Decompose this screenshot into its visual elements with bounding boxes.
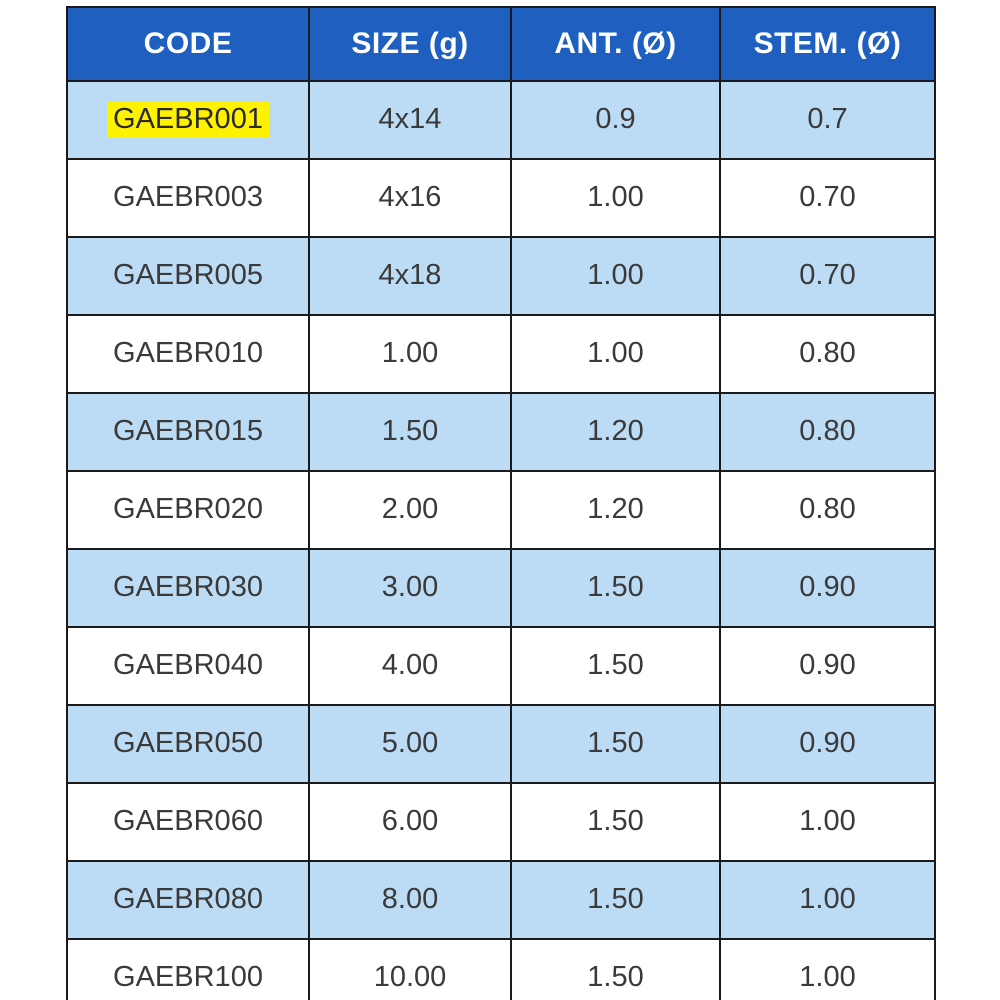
table-row — [67, 939, 935, 1000]
cell-stem — [720, 471, 935, 549]
size-value: 4x14 — [378, 103, 442, 136]
cell-stem — [720, 705, 935, 783]
cell-size — [309, 939, 511, 1000]
cell-code — [67, 705, 309, 783]
cell-size — [309, 705, 511, 783]
cell-ant — [511, 861, 720, 939]
table-row — [67, 159, 935, 237]
ant-value: 1.20 — [587, 493, 644, 526]
cell-size — [309, 783, 511, 861]
cell-code — [67, 783, 309, 861]
cell-ant — [511, 315, 720, 393]
code-value: GAEBR030 — [113, 571, 263, 604]
code-value-highlighted: GAEBR001 — [107, 102, 269, 138]
cell-code — [67, 939, 309, 1000]
cell-stem — [720, 237, 935, 315]
table-row — [67, 783, 935, 861]
code-value: GAEBR003 — [113, 181, 263, 214]
cell-ant — [511, 783, 720, 861]
cell-ant — [511, 939, 720, 1000]
stem-value: 1.00 — [799, 961, 856, 994]
stem-value: 0.70 — [799, 181, 856, 214]
table-row — [67, 471, 935, 549]
table-row — [67, 315, 935, 393]
size-value: 4x18 — [378, 259, 442, 292]
ant-value: 1.50 — [587, 649, 644, 682]
cell-ant — [511, 627, 720, 705]
cell-size — [309, 159, 511, 237]
code-value: GAEBR050 — [113, 727, 263, 760]
code-value: GAEBR015 — [113, 415, 263, 448]
code-value: GAEBR060 — [113, 805, 263, 838]
ant-value: 1.20 — [587, 415, 644, 448]
stem-value: 1.00 — [799, 883, 856, 916]
table-row — [67, 705, 935, 783]
cell-code — [67, 159, 309, 237]
column-header-ant: ANT. (Ø) — [511, 7, 720, 81]
size-value: 2.00 — [381, 493, 439, 526]
table-row — [67, 861, 935, 939]
table-row — [67, 549, 935, 627]
size-value: 1.50 — [381, 415, 439, 448]
cell-stem — [720, 861, 935, 939]
table-body — [67, 81, 935, 1000]
size-value: 10.00 — [373, 961, 447, 994]
code-value: GAEBR010 — [113, 337, 263, 370]
stem-value: 0.80 — [799, 337, 856, 370]
cell-stem — [720, 783, 935, 861]
stem-value: 0.90 — [799, 571, 856, 604]
ant-value: 1.50 — [587, 883, 644, 916]
ant-value: 1.00 — [587, 181, 644, 214]
cell-size — [309, 861, 511, 939]
size-value: 1.00 — [381, 337, 439, 370]
cell-ant — [511, 159, 720, 237]
cell-size — [309, 549, 511, 627]
cell-code — [67, 81, 309, 159]
cell-stem — [720, 627, 935, 705]
cell-stem — [720, 81, 935, 159]
ant-value: 1.50 — [587, 571, 644, 604]
cell-ant — [511, 393, 720, 471]
cell-size — [309, 315, 511, 393]
cell-size — [309, 237, 511, 315]
cell-stem — [720, 939, 935, 1000]
code-value: GAEBR020 — [113, 493, 263, 526]
cell-stem — [720, 315, 935, 393]
table-row — [67, 393, 935, 471]
cell-ant — [511, 549, 720, 627]
cell-ant — [511, 237, 720, 315]
cell-size — [309, 81, 511, 159]
cell-size — [309, 393, 511, 471]
column-header-stem: STEM. (Ø) — [720, 7, 935, 81]
stem-value: 0.70 — [799, 259, 856, 292]
stem-value: 1.00 — [799, 805, 856, 838]
code-value: GAEBR040 — [113, 649, 263, 682]
ant-value: 0.9 — [595, 103, 636, 136]
table-row — [67, 627, 935, 705]
size-value: 4.00 — [381, 649, 439, 682]
cell-ant — [511, 705, 720, 783]
cell-stem — [720, 159, 935, 237]
ant-value: 1.50 — [587, 727, 644, 760]
size-value: 8.00 — [381, 883, 439, 916]
cell-stem — [720, 393, 935, 471]
stem-value: 0.7 — [807, 103, 848, 136]
ant-value: 1.00 — [587, 259, 644, 292]
cell-code — [67, 861, 309, 939]
table-header — [67, 7, 935, 81]
cell-code — [67, 315, 309, 393]
cell-ant — [511, 471, 720, 549]
cell-ant — [511, 81, 720, 159]
column-header-code: CODE — [67, 7, 309, 81]
cell-code — [67, 237, 309, 315]
stem-value: 0.90 — [799, 727, 856, 760]
code-value: GAEBR100 — [113, 961, 263, 994]
cell-code — [67, 549, 309, 627]
size-value: 6.00 — [381, 805, 439, 838]
cell-size — [309, 471, 511, 549]
code-value: GAEBR080 — [113, 883, 263, 916]
cell-size — [309, 627, 511, 705]
ant-value: 1.00 — [587, 337, 644, 370]
ant-value: 1.50 — [587, 961, 644, 994]
cell-code — [67, 393, 309, 471]
cell-stem — [720, 549, 935, 627]
cell-code — [67, 471, 309, 549]
table-header-row — [67, 7, 935, 81]
stem-value: 0.80 — [799, 493, 856, 526]
size-value: 5.00 — [381, 727, 439, 760]
spec-table-container — [66, 6, 934, 1000]
code-value: GAEBR005 — [113, 259, 263, 292]
spec-table — [66, 6, 936, 1000]
table-row — [67, 81, 935, 159]
size-value: 4x16 — [378, 181, 442, 214]
ant-value: 1.50 — [587, 805, 644, 838]
stem-value: 0.90 — [799, 649, 856, 682]
column-header-size: SIZE (g) — [309, 7, 511, 81]
size-value: 3.00 — [381, 571, 439, 604]
stem-value: 0.80 — [799, 415, 856, 448]
table-row — [67, 237, 935, 315]
cell-code — [67, 627, 309, 705]
